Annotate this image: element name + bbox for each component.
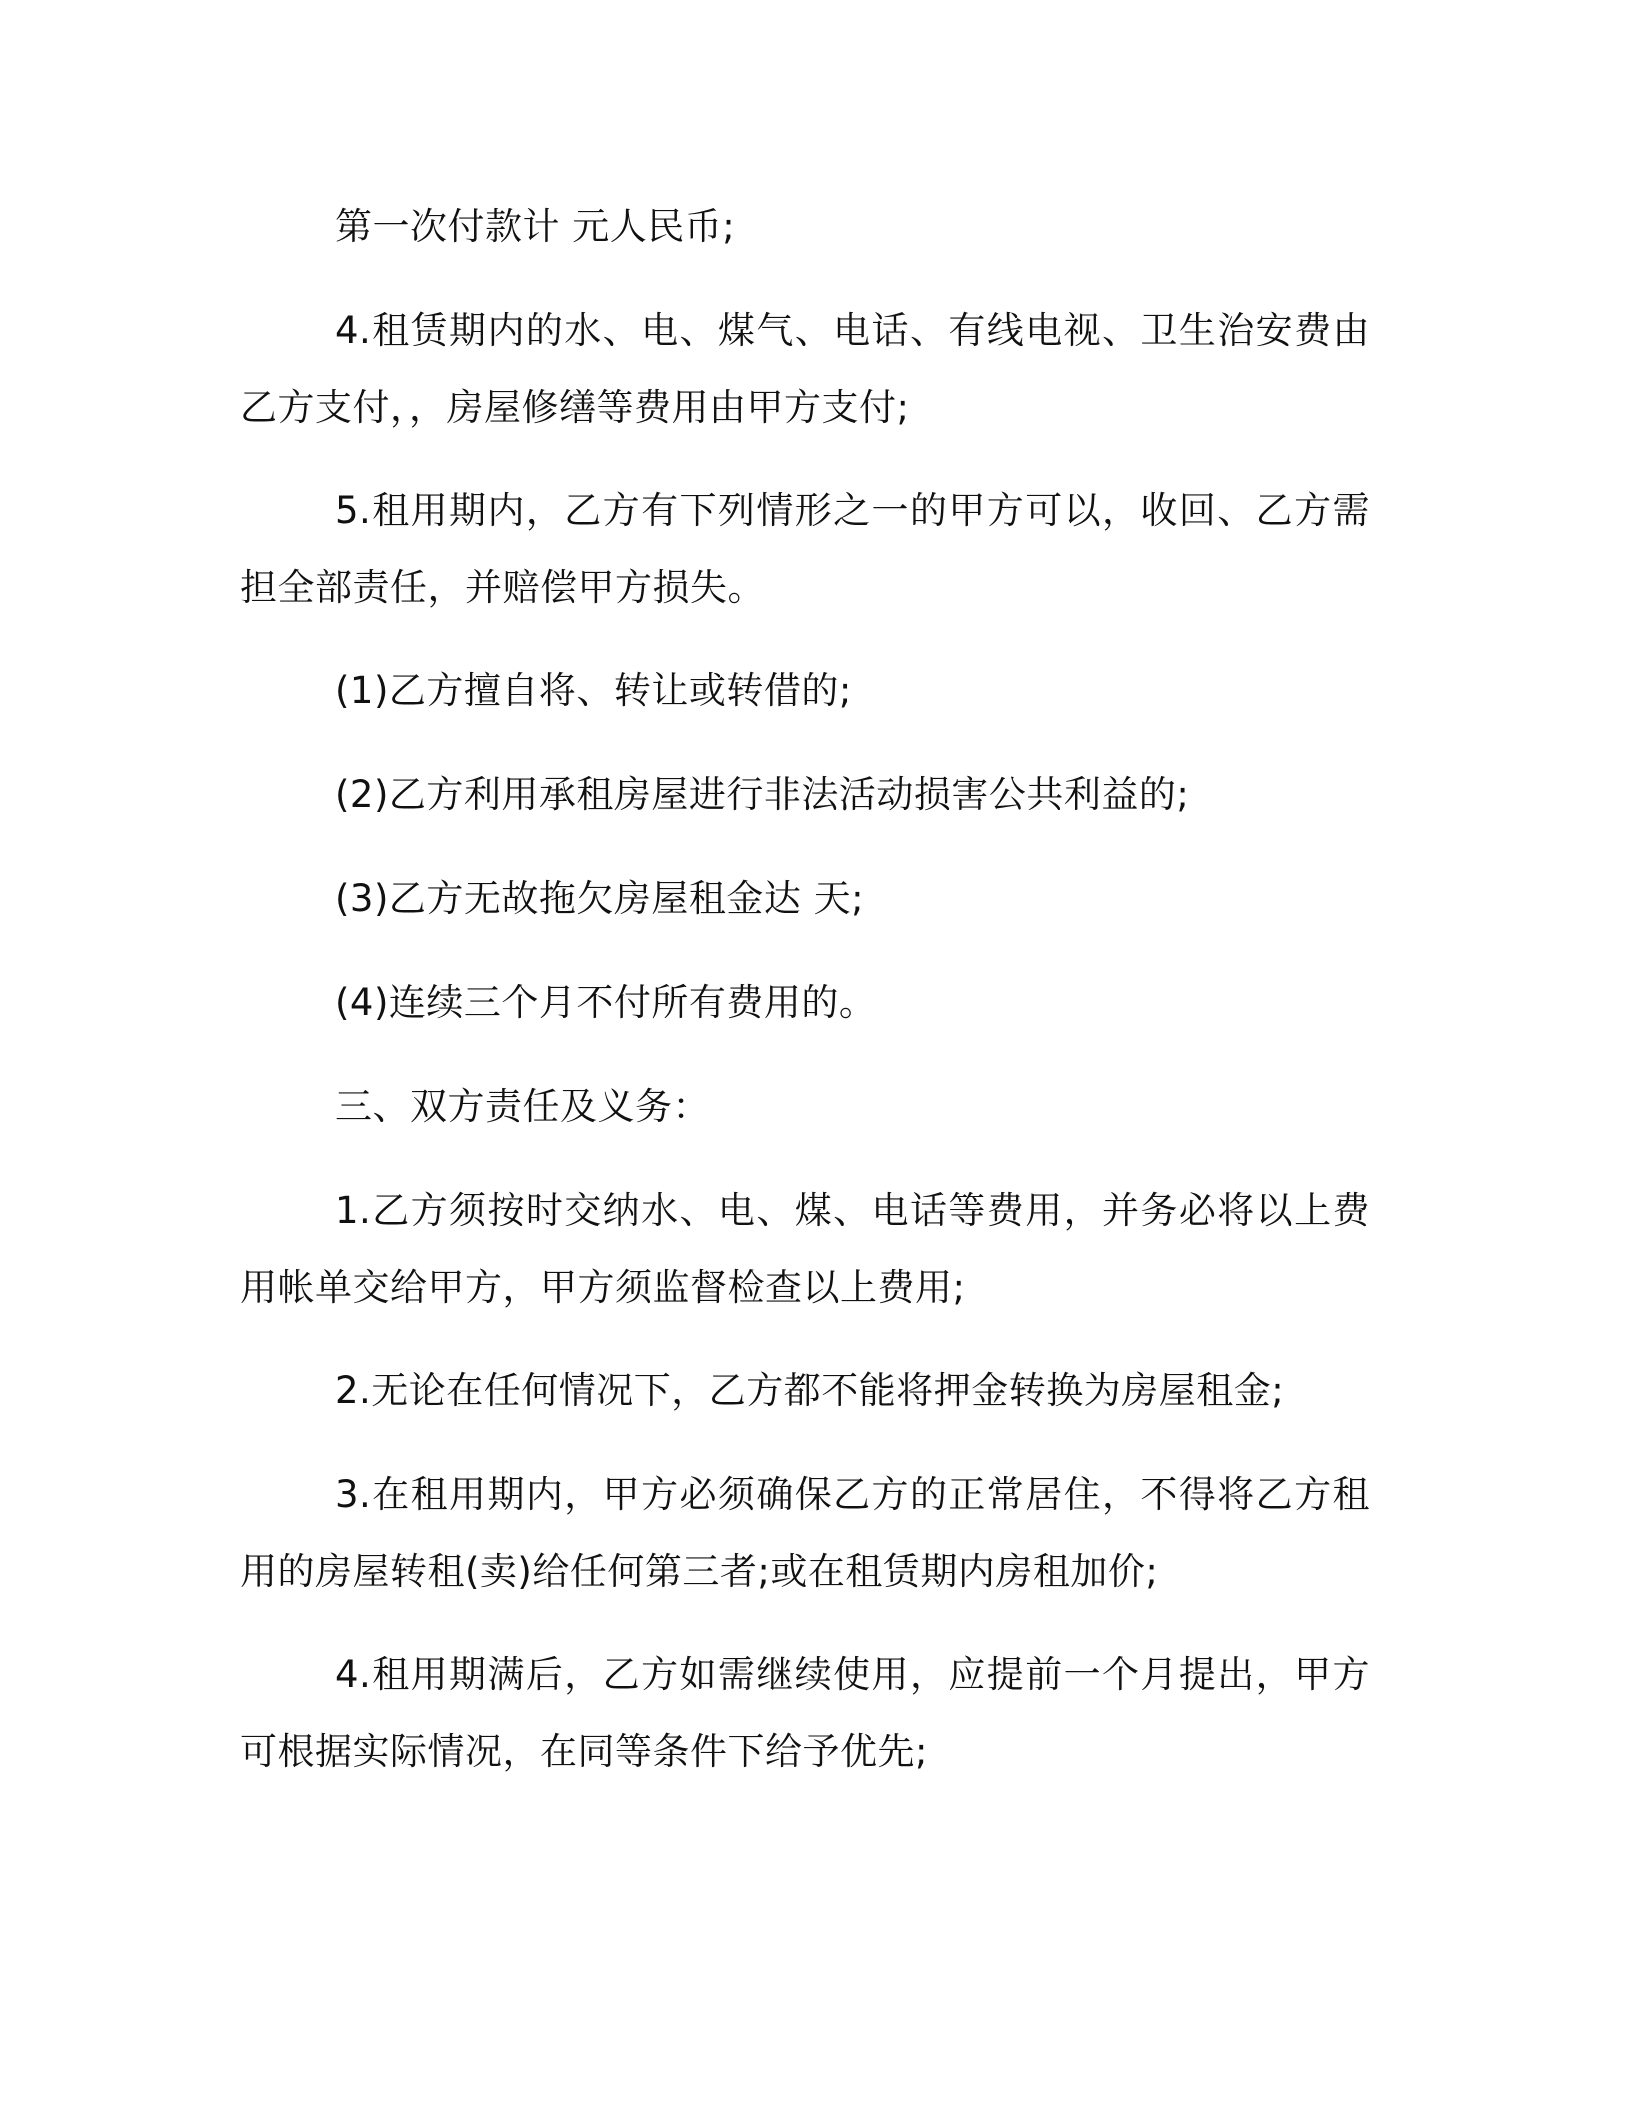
section-heading: 三、双方责任及义务： — [335, 1085, 710, 1128]
paragraph-duty-2: 2.无论在任何情况下，乙方都不能将押金转换为房屋租金; — [335, 1369, 1285, 1412]
paragraph-duty-3: 3.在租用期内，甲方必须确保乙方的正常居住，不得将乙方租用的房屋转租(卖)给任何第三者;或在租赁期内房租加价; — [240, 1473, 1370, 1593]
paragraph-first-payment: 第一次付款计 元人民币; — [335, 205, 736, 248]
paragraph-duty-1: 1.乙方须按时交纳水、电、煤、电话等费用，并务必将以上费用帐单交给甲方，甲方须监督检查以上费用; — [240, 1189, 1370, 1309]
paragraph-utilities-fees: 4.租赁期内的水、电、煤气、电话、有线电视、卫生治安费由乙方支付，，房屋修缮等费用由甲方支付; — [240, 309, 1370, 429]
list-item: (3)乙方无故拖欠房屋租金达 天; — [335, 877, 865, 920]
paragraph-duty-4: 4.租用期满后，乙方如需继续使用，应提前一个月提出，甲方可根据实际情况，在同等条件下给予优先; — [240, 1653, 1370, 1773]
paragraph-lease-termination: 5.租用期内，乙方有下列情形之一的甲方可以，收回、乙方需担全部责任，并赔偿甲方损失。 — [240, 489, 1370, 609]
document-body — [240, 188, 1370, 1816]
list-item: (2)乙方利用承租房屋进行非法活动损害公共利益的; — [335, 773, 1190, 816]
list-item: (1)乙方擅自将、转让或转借的; — [335, 669, 852, 712]
list-item: (4)连续三个月不付所有费用的。 — [335, 981, 877, 1024]
